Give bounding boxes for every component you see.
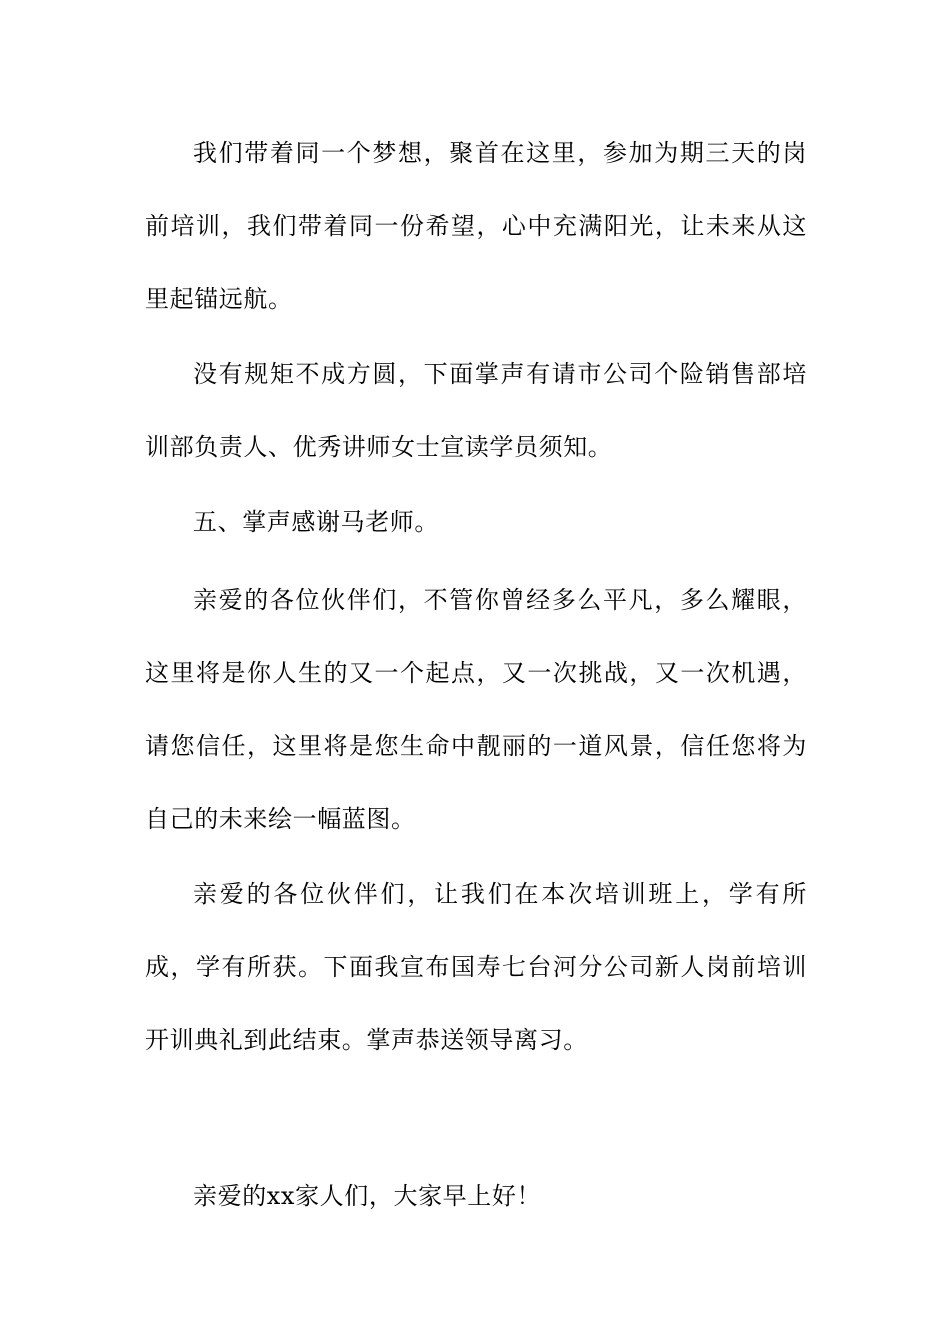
paragraph-6: 亲爱的xx家人们，大家早上好！: [193, 1182, 542, 1210]
paragraph-5: 亲爱的各位伙伴们，让我们在本次培训班上，学有所成，学有所获。下面我宣布国寿七台河分公司新人岗前培训开训典礼到此结束。掌声恭送领导离习。: [145, 880, 807, 1054]
paragraph-4: 亲爱的各位伙伴们，不管你曾经多么平凡，多么耀眼，这里将是你人生的又一个起点，又一次挑战，又一次机遇，请您信任，这里将是您生命中靓丽的一道风景，信任您将为自己的未来绘一幅蓝图。: [145, 586, 807, 833]
paragraph-1: 我们带着同一个梦想，聚首在这里，参加为期三天的岗前培训，我们带着同一份希望，心中充满阳光，让未来从这里起锚远航。: [145, 139, 807, 313]
paragraph-3: 五、掌声感谢马老师。: [193, 508, 439, 536]
paragraph-2: 没有规矩不成方圆，下面掌声有请市公司个险销售部培训部负责人、优秀讲师女士宣读学员须知。: [145, 360, 807, 461]
